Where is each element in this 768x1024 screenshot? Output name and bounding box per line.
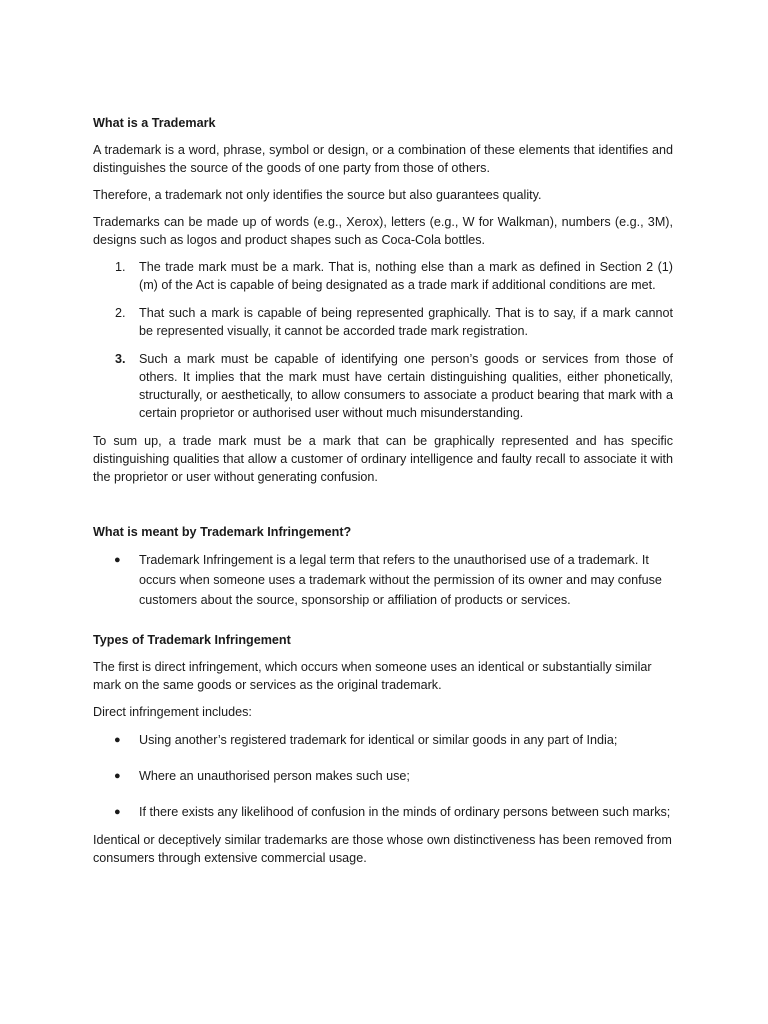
heading-types-of-infringement: Types of Trademark Infringement [93, 633, 291, 647]
list-item-text: Such a mark must be capable of identifying one person’s goods or services from those of others. It implies that the mark must have certain distinguishing qualities, either phonetically, structurally, or aesthetically, to allow consumers to associate a product bearing that mark with a certain proprietor or authorised user without much misunderstanding. [139, 352, 673, 420]
list-item [93, 766, 673, 786]
infringement-bullet-list [93, 550, 673, 610]
bullet-icon: ● [114, 554, 121, 566]
list-item-text: If there exists any likelihood of confusion in the minds of ordinary persons between such marks; [139, 805, 671, 819]
list-item [93, 350, 673, 422]
heading-what-is-trademark: What is a Trademark [93, 116, 216, 130]
list-item-text: Using another’s registered trademark for identical or similar goods in any part of India; [139, 733, 618, 747]
document-page [93, 114, 673, 876]
requirements-list [93, 258, 673, 422]
list-item-text: That such a mark is capable of being represented graphically. That is to say, if a mark cannot be represented visually, it cannot be accorded trade mark registration. [139, 306, 673, 338]
paragraph-closing: Identical or deceptively similar trademarks are those whose own distinctiveness has been removed from consumers through extensive commercial usage. [93, 833, 672, 865]
paragraph-definition: A trademark is a word, phrase, symbol or design, or a combination of these elements that identifies and distinguishes the source of the goods of one party from those of others. [93, 143, 673, 175]
list-item-text: The trade mark must be a mark. That is, nothing else than a mark as defined in Section 2 (1) (m) of the Act is capable of being designated as a trade mark if additional conditions are met. [139, 260, 673, 292]
list-item [93, 730, 673, 750]
paragraph-quality: Therefore, a trademark not only identifies the source but also guarantees quality. [93, 188, 542, 202]
heading-trademark-infringement: What is meant by Trademark Infringement? [93, 525, 352, 539]
paragraph-direct-infringement: The first is direct infringement, which occurs when someone uses an identical or substantially similar mark on the same goods or services as the original trademark. [93, 660, 652, 692]
paragraph-direct-includes: Direct infringement includes: [93, 705, 252, 719]
list-item [93, 802, 673, 822]
bullet-icon: ● [114, 806, 121, 818]
list-item-text: Trademark Infringement is a legal term that refers to the unauthorised use of a trademark. It occurs when someone uses a trademark without the permission of its owner and may confuse customers about the source, sponsorship or affiliation of products or services. [139, 553, 662, 607]
list-number: 1. [115, 260, 126, 274]
bullet-icon: ● [114, 734, 121, 746]
list-number: 3. [115, 352, 126, 366]
list-item [93, 550, 673, 610]
list-number: 2. [115, 306, 126, 320]
bullet-icon: ● [114, 770, 121, 782]
paragraph-summary: To sum up, a trade mark must be a mark that can be graphically represented and has specific distinguishing qualities that allow a customer of ordinary intelligence and faulty recall to associate it with the proprietor or user without generating confusion. [93, 434, 673, 484]
paragraph-examples: Trademarks can be made up of words (e.g., Xerox), letters (e.g., W for Walkman), numbers (e.g., 3M), designs such as logos and product shapes such as Coca-Cola bottles. [93, 215, 673, 247]
direct-infringement-list [93, 730, 673, 822]
list-item [93, 258, 673, 294]
list-item [93, 304, 673, 340]
list-item-text: Where an unauthorised person makes such use; [139, 769, 410, 783]
